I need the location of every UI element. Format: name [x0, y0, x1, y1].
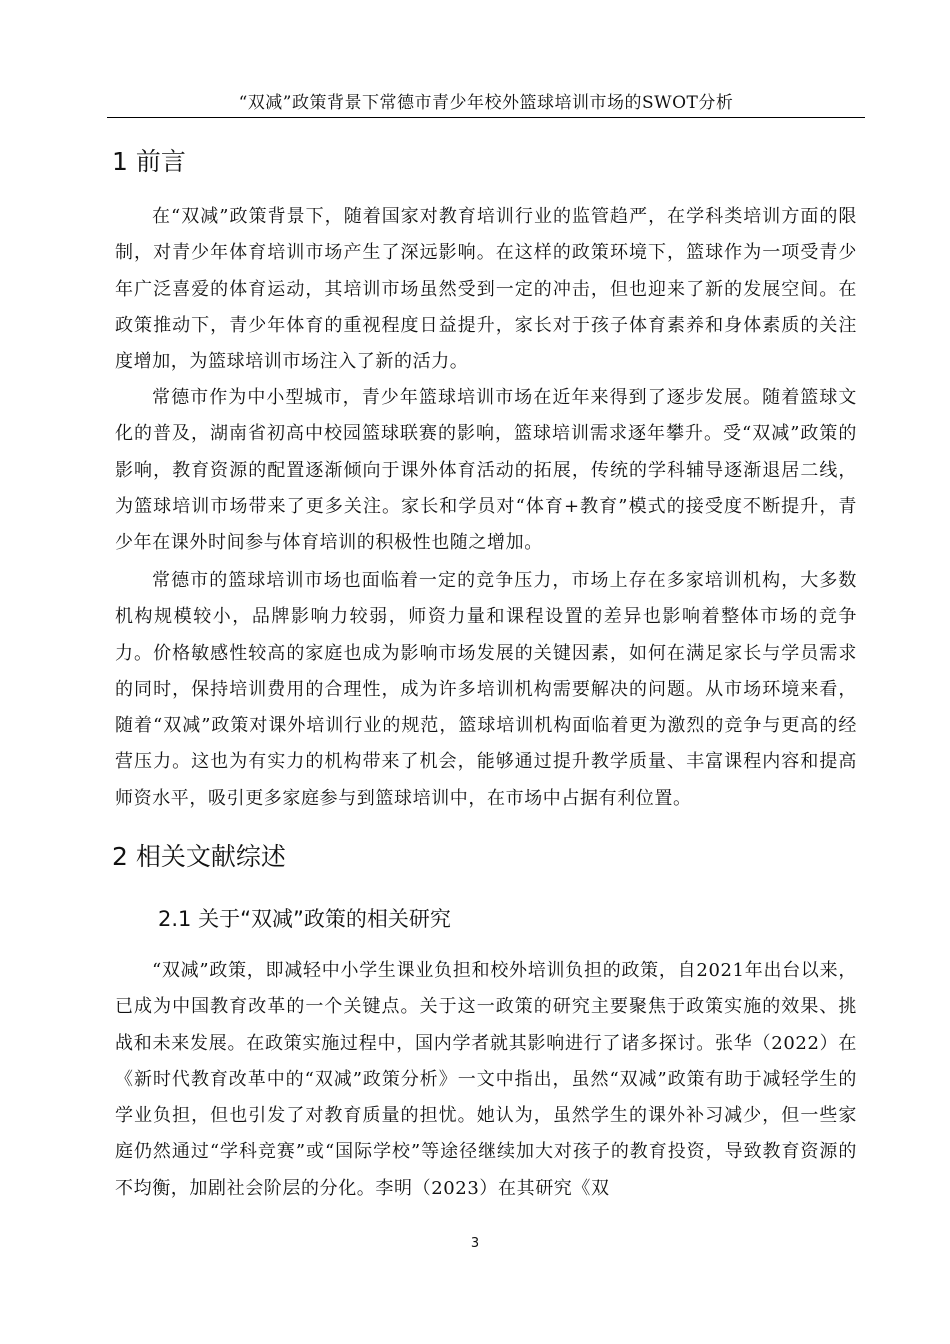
header-rule: [107, 117, 865, 118]
paragraph-lit-1: “双减”政策，即减轻中小学生课业负担和校外培训负担的政策，自2021年出台以来，已成为中国教育改革的一个关键点。关于这一政策的研究主要聚焦于政策实施的效果、挑战和未来发展。在政策实施过程中，国内学者就其影响进行了诸多探讨。张华（2022）在《新时代教育改革中的“双减”政策分析》一文中指出，虽然“双减”政策有助于减轻学生的学业负担，但也引发了对教育质量的担忧。她认为，虽然学生的课外补习减少，但一些家庭仍然通过“学科竞赛”或“国际学校”等途径继续加大对孩子的教育投资，导致教育资源的不均衡，加剧社会阶层的分化。李明（2023）在其研究《双: [115, 960, 857, 1199]
page-number: 3: [470, 1236, 480, 1251]
subsection-heading-2-1: 2.1 关于“双减”政策的相关研究: [158, 907, 451, 931]
paragraph-intro-3: 常德市的篮球培训市场也面临着一定的竞争压力，市场上存在多家培训机构，大多数机构规模较小，品牌影响力较弱，师资力量和课程设置的差异也影响着整体市场的竞争力。价格敏感性较高的家庭也成为影响市场发展的关键因素，如何在满足家长与学员需求的同时，保持培训费用的合理性，成为许多培训机构需要解决的问题。从市场环境来看，随着“双减”政策对课外培训行业的规范，篮球培训机构面临着更为激烈的竞争与更高的经营压力。这也为有实力的机构带来了机会，能够通过提升教学质量、丰富课程内容和提高师资水平，吸引更多家庭参与到篮球培训中，在市场中占据有利位置。: [115, 570, 857, 809]
running-header: “双减”政策背景下常德市青少年校外篮球培训市场的SWOT分析: [238, 93, 734, 113]
section-heading-introduction: 1 前言: [112, 147, 186, 176]
section-heading-literature-review: 2 相关文献综述: [112, 842, 286, 871]
paragraph-intro-1: 在“双减”政策背景下，随着国家对教育培训行业的监管趋严，在学科类培训方面的限制，对青少年体育培训市场产生了深远影响。在这样的政策环境下，篮球作为一项受青少年广泛喜爱的体育运动，其培训市场虽然受到一定的冲击，但也迎来了新的发展空间。在政策推动下，青少年体育的重视程度日益提升，家长对于孩子体育素养和身体素质的关注度增加，为篮球培训市场注入了新的活力。: [115, 206, 857, 373]
paragraph-intro-2: 常德市作为中小型城市，青少年篮球培训市场在近年来得到了逐步发展。随着篮球文化的普及，湖南省初高中校园篮球联赛的影响，篮球培训需求逐年攀升。受“双减”政策的影响，教育资源的配置逐渐倾向于课外体育活动的拓展，传统的学科辅导逐渐退居二线，为篮球培训市场带来了更多关注。家长和学员对“体育+教育”模式的接受度不断提升，青少年在课外时间参与体育培训的积极性也随之增加。: [115, 387, 857, 554]
